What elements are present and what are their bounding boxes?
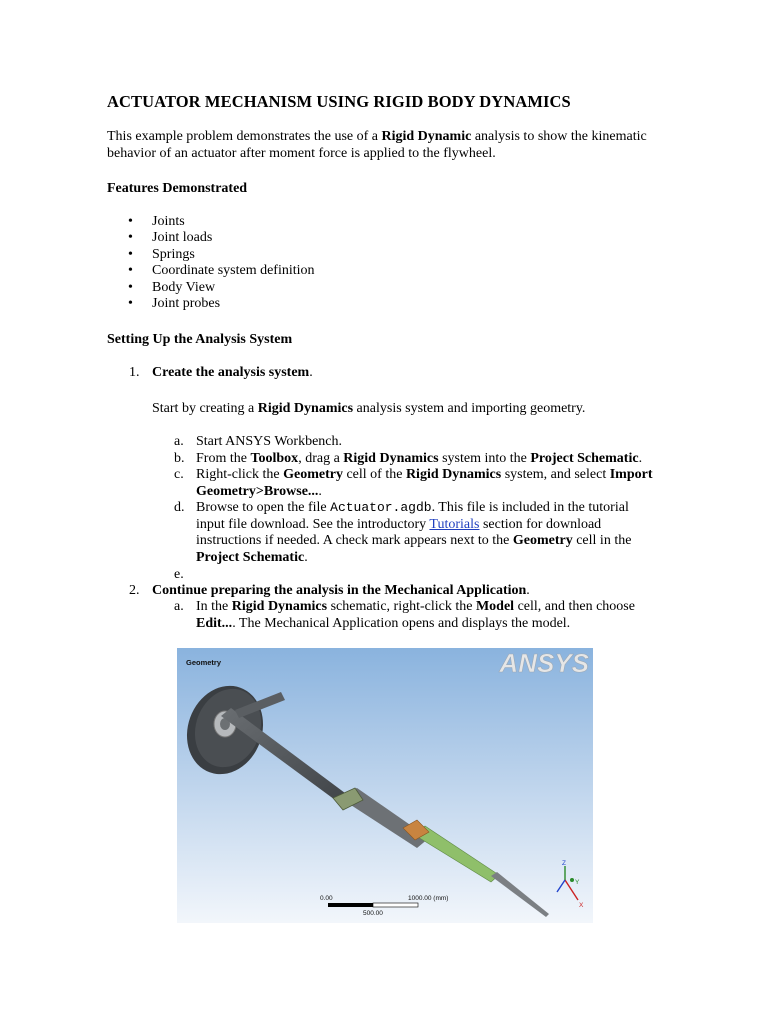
geometry-figure	[177, 648, 593, 923]
list-item: • Springs	[128, 246, 195, 262]
step-2a-text: In the Rigid Dynamics schematic, right-click the Model cell, and then choose Edit.... The Mechanical Application opens and displays the model.	[196, 599, 635, 631]
intro-paragraph: This example problem demonstrates the use of a Rigid Dynamic analysis to show the kinematic behavior of an actuator after moment force is applied to the flywheel.	[107, 129, 647, 161]
list-item: • Joint probes	[128, 296, 221, 312]
setup-heading: Setting Up the Analysis System	[107, 332, 293, 347]
step-1a-text: Start ANSYS Workbench.	[196, 434, 343, 449]
step-1a-letter: a.	[174, 434, 184, 449]
step-1-intro: Start by creating a Rigid Dynamics analysis system and importing geometry.	[152, 401, 586, 416]
svg-text:1000.00 (mm): 1000.00 (mm)	[408, 895, 449, 902]
step-2a-letter: a.	[174, 599, 184, 614]
step-1c-letter: c.	[174, 467, 184, 482]
features-list	[128, 214, 315, 312]
step-1c-text: Right-click the Geometry cell of the Rigid Dynamics system, and select Import Geometry>Browse....	[196, 467, 653, 499]
step-1-title: Create the analysis system.	[152, 365, 313, 380]
step-1-number: 1.	[129, 365, 140, 380]
step-1d-letter: d.	[174, 500, 185, 515]
svg-text:0.00: 0.00	[320, 895, 333, 902]
list-item: • Joint loads	[128, 230, 213, 246]
axis-y-label: Y	[575, 879, 580, 886]
step-2-number: 2.	[129, 583, 140, 598]
step-1b-letter: b.	[174, 451, 185, 466]
list-item: • Coordinate system definition	[128, 263, 315, 279]
step-2-title: Continue preparing the analysis in the Mechanical Application.	[152, 583, 530, 598]
step-1b-text: From the Toolbox, drag a Rigid Dynamics system into the Project Schematic.	[196, 451, 643, 466]
document-title: ACTUATOR MECHANISM USING RIGID BODY DYNAMICS	[107, 92, 571, 111]
axis-z-label: Z	[562, 860, 566, 867]
svg-text:500.00: 500.00	[363, 910, 383, 917]
list-item: • Joints	[128, 214, 185, 229]
list-item: • Body View	[128, 279, 216, 295]
ansys-logo: ANSYS	[499, 648, 589, 678]
step-1e-letter: e.	[174, 567, 184, 582]
features-heading: Features Demonstrated	[107, 181, 248, 196]
axis-x-label: X	[579, 902, 584, 909]
filename-code: Actuator.agdb	[330, 500, 432, 515]
step-1d-text: Browse to open the file Actuator.agdb. This file is included in the tutorial input file download. See the introductory Tutorials section for download instructions if needed. A check mark appears next to the Geometry cell in the Project Schematic.	[196, 500, 632, 565]
geometry-view	[177, 648, 593, 923]
viewport-label: Geometry	[186, 658, 222, 667]
tutorials-link[interactable]: Tutorials	[429, 516, 480, 532]
